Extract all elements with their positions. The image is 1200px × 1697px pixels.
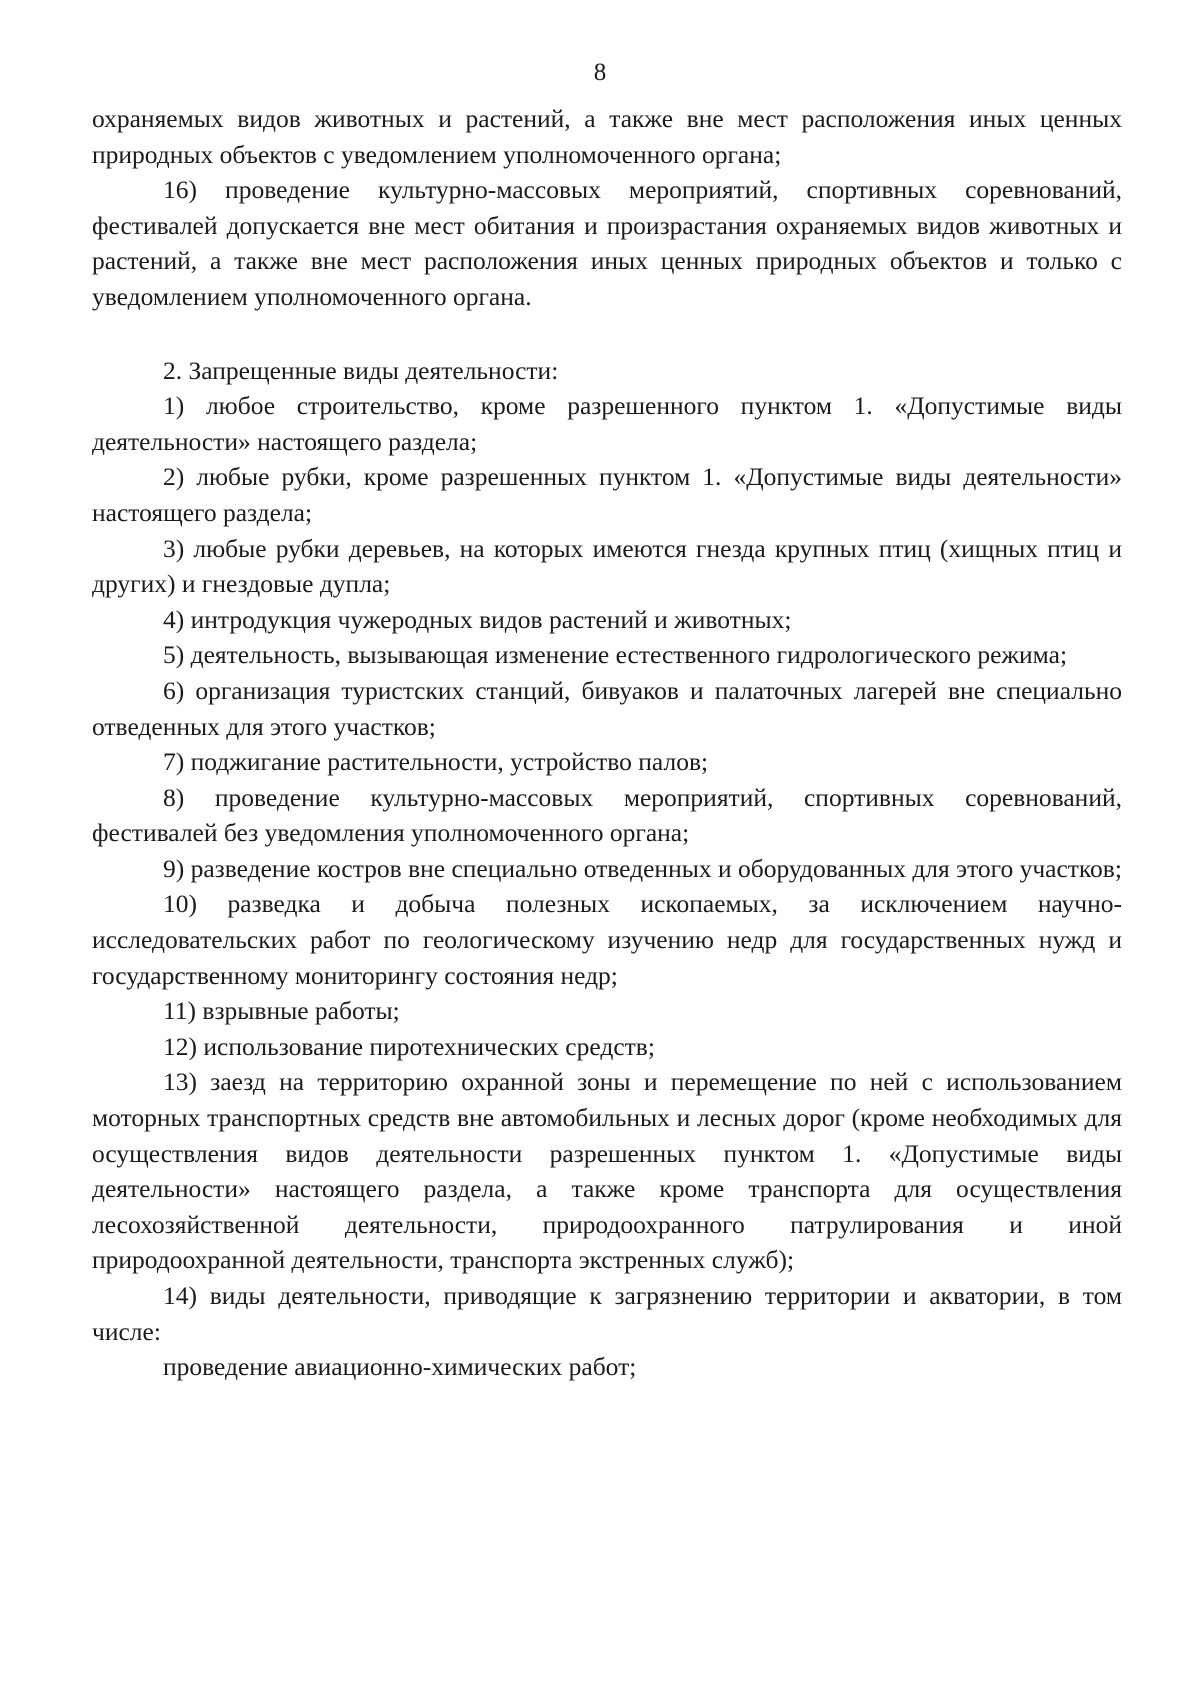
- section-heading: 2. Запрещенные виды деятельности:: [163, 355, 559, 385]
- list-item: 8) проведение культурно-массовых мероприятий, спортивных соревнований, фестивалей без уведомления уполномоченного органа;: [92, 782, 1122, 848]
- list-item: 1) любое строительство, кроме разрешенного пунктом 1. «Допустимые виды деятельности» настоящего раздела;: [92, 391, 1122, 456]
- paragraph: охраняемых видов животных и растений, а также вне мест расположения иных ценных природных объектов с уведомлением уполномоченного органа;: [92, 104, 1122, 169]
- paragraph: 16) проведение культурно-массовых мероприятий, спортивных соревнований, фестивалей допускается вне мест обитания и произрастания охраняемых видов животных и растений, а также вне мест расположения иных ценных природных объектов и только с уведомлением уполномоченного органа.: [92, 175, 1122, 311]
- list-item: 12) использование пиротехнических средств;: [163, 1031, 655, 1061]
- list-item: 9) разведение костров вне специально отведенных и оборудованных для этого участков;: [163, 853, 1122, 883]
- list-item: 6) организация туристских станций, бивуаков и палаточных лагерей вне специально отведенных для этого участков;: [92, 675, 1122, 741]
- list-item: 10) разведка и добыча полезных ископаемых, за исключением научно-исследовательских работ по геологическому изучению недр для государственных нужд и государственному мониторингу состояния недр;: [92, 889, 1122, 990]
- list-subitem: проведение авиационно-химических работ;: [163, 1352, 637, 1382]
- list-item: 7) поджигание растительности, устройство палов;: [163, 747, 709, 777]
- list-item: 13) заезд на территорию охранной зоны и перемещение по ней с использованием моторных транспортных средств вне автомобильных и лесных дорог (кроме необходимых для осуществления видов деятельности разрешенных пунктом 1. «Допустимые виды деятельности» настоящего раздела, а также кроме транспорта для осуществления лесохозяйственной деятельности, природоохранного патрулирования и иной природоохранной деятельности, транспорта экстренных служб);: [92, 1067, 1122, 1275]
- page-number: 8: [593, 59, 607, 86]
- document-body: [92, 101, 1122, 1385]
- list-item: 4) интродукция чужеродных видов растений и животных;: [163, 604, 792, 634]
- section-gap: [92, 315, 1122, 353]
- list-item: 11) взрывные работы;: [163, 996, 400, 1026]
- list-item: 5) деятельность, вызывающая изменение естественного гидрологического режима;: [163, 640, 1068, 670]
- list-item: 3) любые рубки деревьев, на которых имеются гнезда крупных птиц (хищных птиц и других) и гнездовые дупла;: [92, 533, 1122, 599]
- list-item: 2) любые рубки, кроме разрешенных пунктом 1. «Допустимые виды деятельности» настоящего раздела;: [92, 462, 1122, 527]
- list-item: 14) виды деятельности, приводящие к загрязнению территории и акватории, в том числе:: [92, 1281, 1122, 1346]
